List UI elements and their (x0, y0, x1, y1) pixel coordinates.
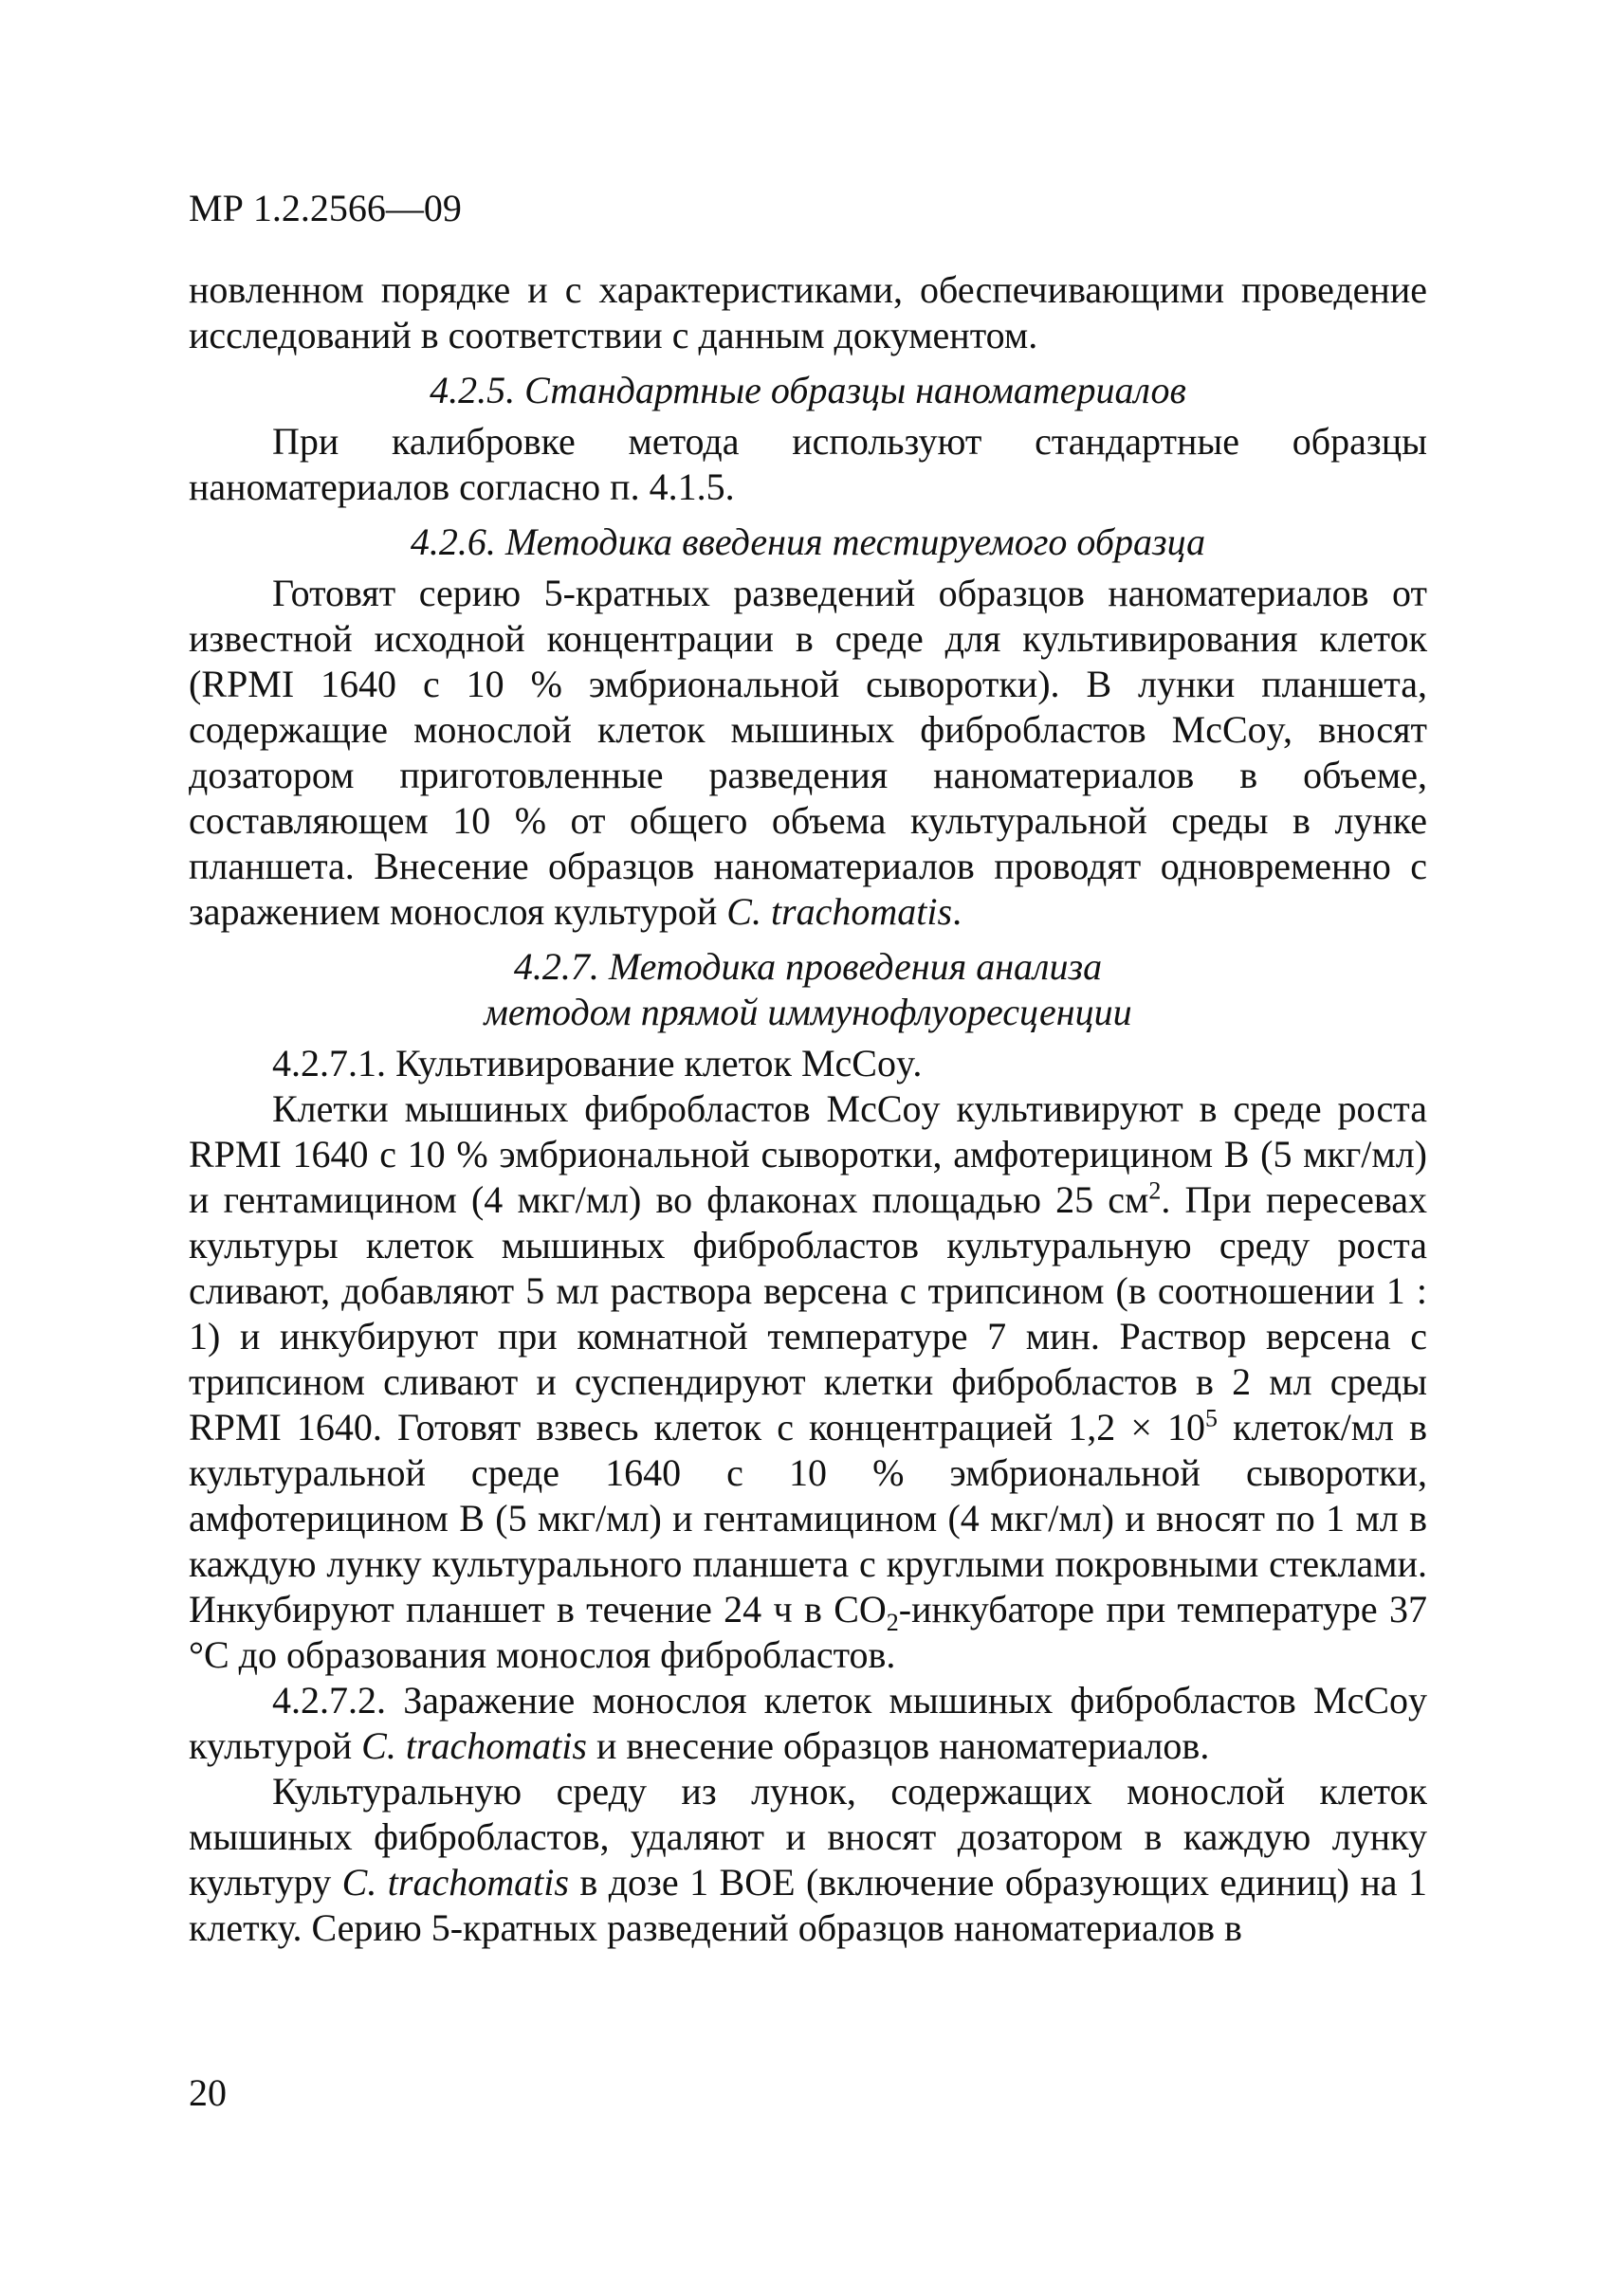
text-run: Культуральную среду из лунок, содержащих монослой клеток мышиных фибробластов, удаляют и вносят дозатором в каждую лунку культуру (189, 1770, 1427, 1904)
section-heading (189, 368, 1427, 413)
document-code: МР 1.2.2566—09 (189, 187, 462, 229)
text-run: Готовят серию 5-кратных разведений образцов наноматериалов от известной исходной концентрации в среде для культивирования клеток (RPMI 1640 с 10 % эмбриональной сыворотки). В лунки планшета, содержащие монослой клеток мышиных фибробластов McCoy, вносят дозатором приготовленные разведения наноматериалов в объеме, составляющем 10 % от общего объема культуральной среды в лунке планшета. Внесение образцов наноматериалов проводят одновременно с заражением монослоя культурой (189, 572, 1427, 933)
text-run: При калибровке метода используют стандартные образцы наноматериалов согласно п. 4.1.5. (189, 420, 1427, 508)
body-paragraph (189, 1086, 1427, 1678)
text-run: 4.2.7.1. Культивирование клеток McCoy. (272, 1042, 923, 1084)
superscript: 2 (1148, 1176, 1162, 1205)
superscript: 5 (1205, 1404, 1218, 1432)
section-heading (189, 519, 1427, 565)
text-run: -инкубаторе при температуре 37 °С до образования монослоя фибробластов. (189, 1588, 1427, 1676)
subscript: 2 (886, 1609, 899, 1636)
text-run: Клетки мышиных фибробластов McCoy культивируют в среде роста RPMI 1640 с 10 % эмбриональной сыворотки, амфотерицином В (5 мкг/мл) и гентамицином (4 мкг/мл) во флаконах площадью 25 см (189, 1087, 1427, 1221)
text-run: клеток/мл в культуральной среде 1640 с 10 % эмбриональной сыворотки, амфотерицином В (5 мкг/мл) и гентамицином (4 мкг/мл) и вносят по 1 мл в каждую лунку культурального планшета с круглыми покровными стеклами. Инкубируют планшет в течение 24 ч в СО (189, 1406, 1428, 1631)
section-heading (189, 944, 1427, 1035)
text-run: . При пересевах культуры клеток мышиных фибробластов культуральную среду роста сливают, добавляют 5 мл раствора версена с трипсином (в соотношении 1 : 1) и инкубируют при комнатной температуре 7 мин. Раствор версена с трипсином сливают и суспендируют клетки фибробластов в 2 мл среды RPMI 1640. Готовят взвесь клеток с концентрацией 1,2 × 10 (189, 1178, 1427, 1449)
text-run: . (952, 890, 962, 933)
text-run: новленном порядке и с характеристиками, обеспечивающими проведение исследований в соответствии с данным документом. (189, 268, 1427, 356)
italic-term: C. trachomatis (361, 1724, 587, 1767)
text-run: и внесение образцов наноматериалов. (586, 1724, 1210, 1767)
body-paragraph (189, 1678, 1427, 1769)
document-body (189, 267, 1427, 1951)
body-paragraph (189, 267, 1427, 358)
section-heading-line: 4.2.5. Стандартные образцы наноматериалов (430, 369, 1186, 411)
body-paragraph (189, 571, 1427, 935)
text-run: 4.2.7.2. Заражение монослоя клеток мышиных фибробластов McCoy культурой (189, 1679, 1427, 1767)
section-heading-line: 4.2.7. Методика проведения анализа (513, 945, 1103, 988)
body-paragraph (189, 419, 1427, 510)
page-number: 20 (189, 2071, 227, 2114)
body-paragraph (189, 1769, 1427, 1951)
italic-term: C. trachomatis (726, 890, 953, 933)
section-heading-line: методом прямой иммунофлуоресценции (484, 991, 1132, 1033)
section-heading-line: 4.2.6. Методика введения тестируемого образца (410, 520, 1206, 563)
text-run: в дозе 1 ВОЕ (включение образующих единиц) на 1 клетку. Серию 5-кратных разведений образцов наноматериалов в (189, 1861, 1428, 1949)
italic-term: C. trachomatis (341, 1861, 569, 1904)
body-paragraph (189, 1041, 1427, 1086)
